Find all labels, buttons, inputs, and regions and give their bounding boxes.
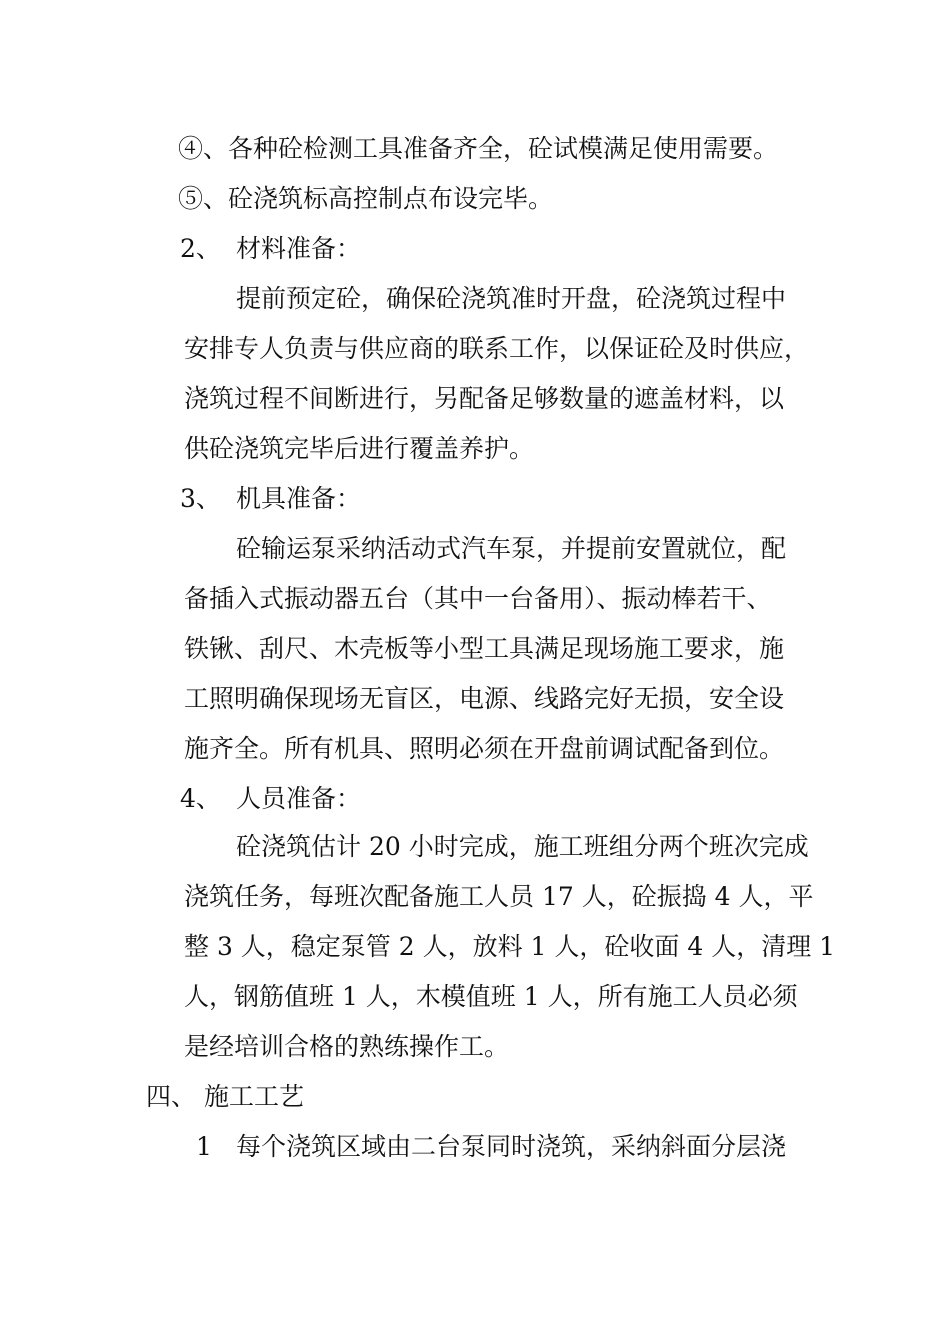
materials-paragraph-line: 提前预定砼，确保砼浇筑准时开盘，砼浇筑过程中 bbox=[236, 284, 787, 313]
machinery-paragraph-line: 铁锹、刮尺、木壳板等小型工具满足现场施工要求，施 bbox=[184, 634, 785, 663]
personnel-paragraph-line: 浇筑任务，每班次配备施工人员 17 人，砼振捣 4 人，平 bbox=[184, 882, 814, 911]
personnel-paragraph-line: 人，钢筋值班 1 人，木模值班 1 人，所有施工人员必须 bbox=[184, 982, 798, 1011]
step-text: 每个浇筑区域由二台泵同时浇筑，采纳斜面分层浇 bbox=[236, 1132, 787, 1161]
materials-paragraph-line: 供砼浇筑完毕后进行覆盖养护。 bbox=[184, 434, 535, 463]
materials-paragraph-line: 浇筑过程不间断进行，另配备足够数量的遮盖材料，以 bbox=[184, 384, 785, 413]
machinery-paragraph-line: 砼输运泵采纳活动式汽车泵，并提前安置就位，配 bbox=[236, 534, 787, 563]
personnel-heading: 人员准备： bbox=[236, 784, 362, 813]
personnel-paragraph-line: 整 3 人，稳定泵管 2 人，放料 1 人，砼收面 4 人，清理 1 bbox=[184, 932, 836, 961]
section-heading: 四、 施工工艺 bbox=[146, 1082, 304, 1111]
machinery-heading: 机具准备： bbox=[236, 484, 362, 513]
machinery-paragraph-line: 备插入式振动器五台（其中一台备用）、振动棒若干、 bbox=[184, 584, 772, 613]
materials-paragraph-line: 安排专人负责与供应商的联系工作，以保证砼及时供应， bbox=[184, 334, 810, 363]
prep-item-4: ④、各种砼检测工具准备齐全，砼试模满足使用需要。 bbox=[178, 134, 779, 163]
personnel-paragraph-line: 是经培训合格的熟练操作工。 bbox=[184, 1032, 510, 1061]
machinery-paragraph-line: 施齐全。所有机具、照明必须在开盘前调试配备到位。 bbox=[184, 734, 785, 763]
machinery-paragraph-line: 工照明确保现场无盲区，电源、线路完好无损，安全设 bbox=[184, 684, 785, 713]
personnel-number: 4、 bbox=[180, 784, 221, 813]
materials-number: 2、 bbox=[180, 234, 221, 263]
prep-item-5: ⑤、砼浇筑标高控制点布设完毕。 bbox=[178, 184, 554, 213]
materials-heading: 材料准备： bbox=[236, 234, 362, 263]
personnel-paragraph-line: 砼浇筑估计 20 小时完成，施工班组分两个班次完成 bbox=[236, 832, 809, 861]
step-number: 1 bbox=[196, 1132, 212, 1161]
machinery-number: 3、 bbox=[180, 484, 221, 513]
